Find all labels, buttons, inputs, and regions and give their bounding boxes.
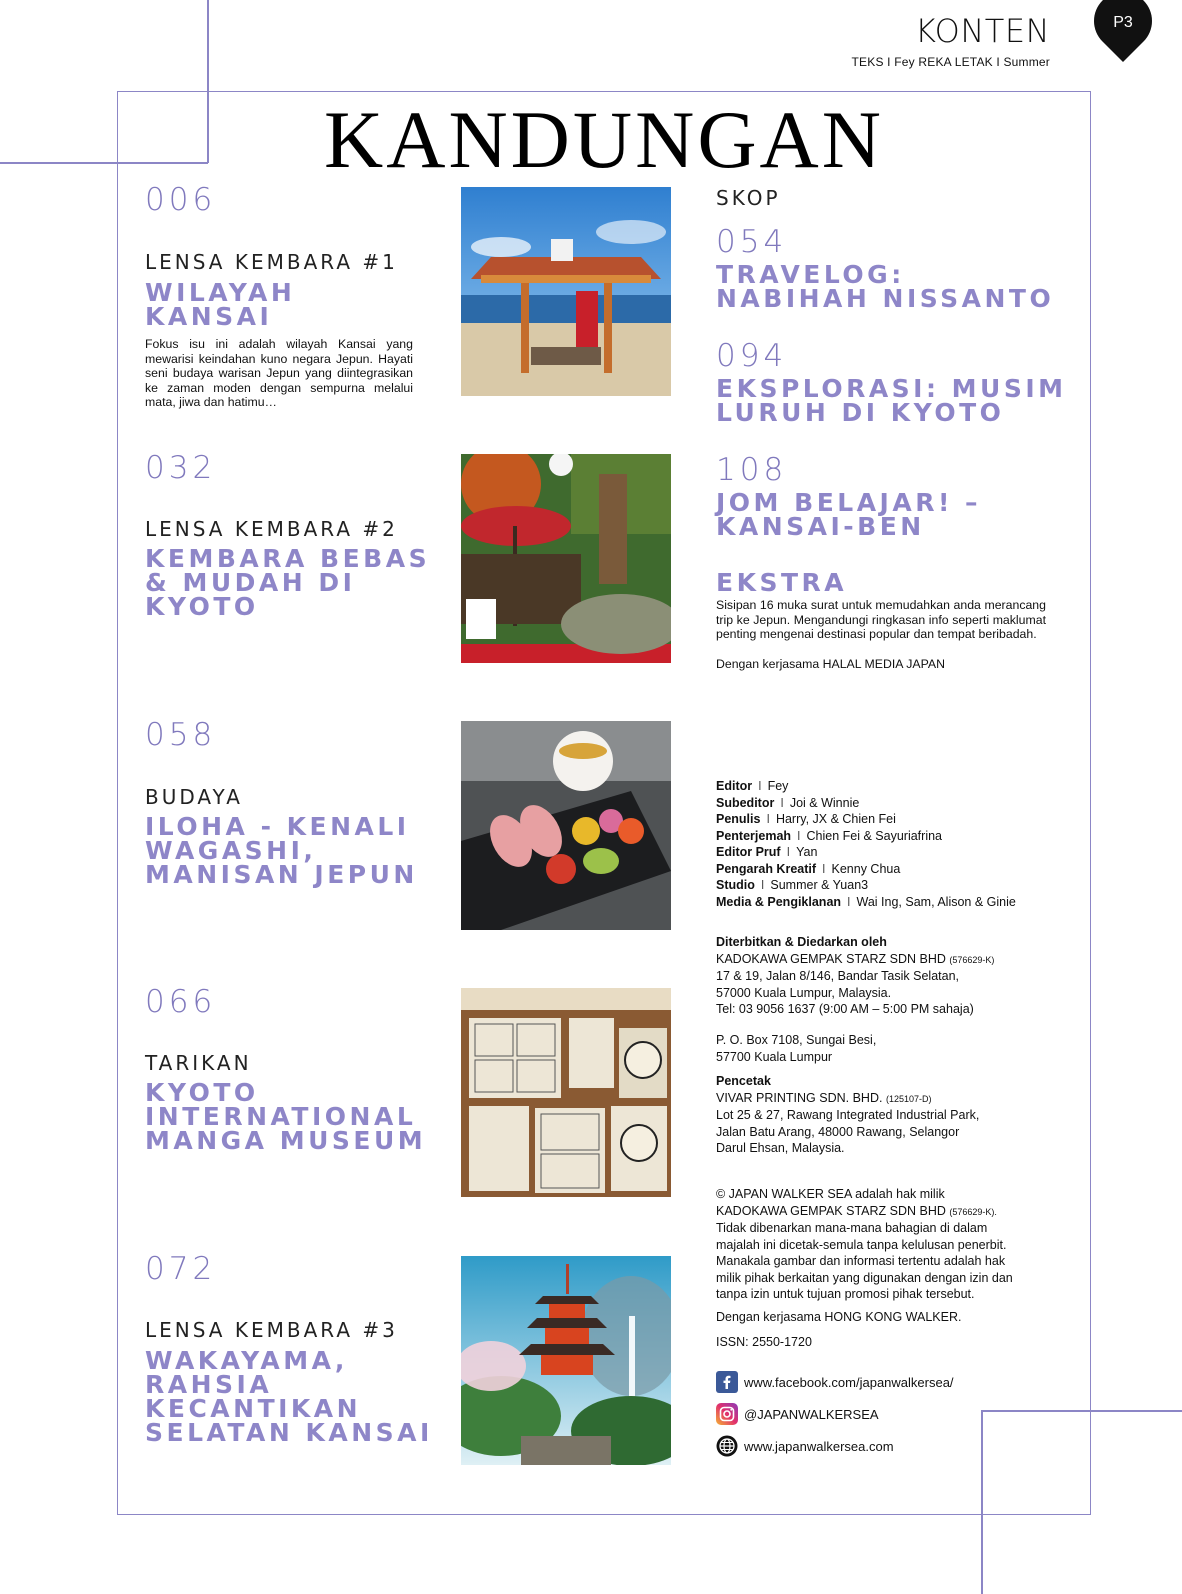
- skop-headline[interactable]: [716, 488, 982, 541]
- photo-pagoda: [461, 1256, 671, 1465]
- printer-address-line: Jalan Batu Arang, 48000 Rawang, Selangor: [716, 1124, 960, 1139]
- headline-line: KANSAI-BEN: [716, 512, 925, 541]
- section-number: 032: [145, 450, 217, 486]
- headline-line: JOM BELAJAR! –: [716, 488, 982, 517]
- section-number: 066: [145, 984, 217, 1020]
- section-headline[interactable]: [145, 278, 296, 331]
- ekstra-collab: Dengan kerjasama HALAL MEDIA JAPAN: [716, 657, 945, 671]
- credit-row: Editor I Fey: [716, 779, 789, 793]
- copyright-line: KADOKAWA GEMPAK STARZ SDN BHD (576629-K).: [716, 1203, 997, 1218]
- publisher-heading: Diterbitkan & Diedarkan oleh: [716, 935, 887, 949]
- headline-line: TRAVELOG:: [716, 260, 905, 289]
- copyright-line: tanpa izin untuk tujuan promosi pihak tersebut.: [716, 1287, 975, 1301]
- ekstra-description: Sisipan 16 muka surat untuk memudahkan anda merancang trip ke Jepun. Mengandungi ringkasan info seperti maklumat penting mengenai destinasi popular dan tempat beribadah.: [716, 598, 1046, 641]
- printer-info: [716, 1073, 979, 1157]
- section-title: KONTEN: [914, 12, 1050, 50]
- section-number: 006: [145, 182, 217, 218]
- skop-number: 054: [716, 224, 788, 260]
- headline-line: KECANTIKAN: [145, 1394, 362, 1423]
- section-headline[interactable]: [145, 812, 418, 889]
- publisher-address-line: 57000 Kuala Lumpur, Malaysia.: [716, 985, 892, 1000]
- section-category: TARIKAN: [145, 1051, 252, 1075]
- staff-credits: [716, 778, 1016, 910]
- hk-walker-collab: Dengan kerjasama HONG KONG WALKER.: [716, 1310, 962, 1324]
- photo-wagashi: [461, 721, 671, 930]
- page-title: KANDUNGAN: [324, 94, 884, 185]
- corner-line-horizontal-bottom: [981, 1410, 1182, 1412]
- credit-row: Pengarah Kreatif I Kenny Chua: [716, 861, 901, 876]
- headline-line: KANSAI: [145, 302, 273, 331]
- section-number: 072: [145, 1251, 217, 1287]
- skop-label: SKOP: [716, 186, 781, 210]
- headline-line: SELATAN KANSAI: [145, 1418, 433, 1447]
- headline-line: KEMBARA BEBAS: [145, 544, 431, 573]
- headline-line: KYOTO: [145, 1078, 259, 1107]
- po-box-line: 57700 Kuala Lumpur: [716, 1049, 833, 1064]
- copyright-line: Tidak dibenarkan mana-mana bahagian di dalam: [716, 1221, 988, 1235]
- instagram-handle: @JAPANWALKERSEA: [744, 1406, 879, 1422]
- po-box-line: P. O. Box 7108, Sungai Besi,: [716, 1033, 877, 1047]
- ekstra-title: EKSTRA: [716, 568, 848, 597]
- headline-line: WAKAYAMA,: [145, 1346, 348, 1375]
- credit-row: Penterjemah I Chien Fei & Sayuriafrina: [716, 828, 942, 843]
- section-description: Fokus isu ini adalah wilayah Kansai yang mewarisi keindahan kuno negara Jepun. Hayati seni budaya warisan Jepun yang diintegrasikan ke zaman moden dengan sempurna melalui mata, jiwa dan hatimu…: [145, 337, 413, 409]
- copyright-line: majalah ini dicetak-semula tanpa kelulusan penerbit.: [716, 1237, 1007, 1252]
- printer-heading: Pencetak: [716, 1074, 771, 1088]
- headline-line: ILOHA - KENALI: [145, 812, 410, 841]
- section-headline[interactable]: [145, 1346, 433, 1447]
- publisher-tel: Tel: 03 9056 1637 (9:00 AM – 5:00 PM sahaja): [716, 1002, 974, 1016]
- headline-line: KYOTO: [145, 592, 259, 621]
- page-number: P3: [1113, 14, 1133, 31]
- copyright-notice: [716, 1186, 1013, 1303]
- header-credits: TEKS I Fey REKA LETAK I Summer: [851, 55, 1050, 69]
- credit-row: Penulis I Harry, JX & Chien Fei: [716, 812, 896, 826]
- credit-row: Subeditor I Joi & Winnie: [716, 795, 860, 810]
- copyright-line: Manakala gambar dan informasi tertentu adalah hak: [716, 1254, 1006, 1268]
- skop-headline[interactable]: [716, 260, 1055, 313]
- section-category: LENSA KEMBARA #2: [145, 517, 398, 541]
- skop-number: 094: [716, 338, 788, 374]
- headline-line: MANISAN JEPUN: [145, 860, 418, 889]
- section-category: BUDAYA: [145, 785, 243, 809]
- headline-line: LURUH DI KYOTO: [716, 398, 1005, 427]
- facebook-url: www.facebook.com/japanwalkersea/: [744, 1374, 954, 1390]
- credit-row: Editor Pruf I Yan: [716, 845, 818, 859]
- publisher-address-line: 17 & 19, Jalan 8/146, Bandar Tasik Selatan,: [716, 969, 959, 983]
- headline-line: EKSPLORASI: MUSIM: [716, 374, 1067, 403]
- photo-manga-museum: [461, 988, 671, 1197]
- corner-line-vertical-bottom: [981, 1410, 983, 1594]
- skop-number: 108: [716, 452, 788, 488]
- headline-line: RAHSIA: [145, 1370, 273, 1399]
- globe-icon: [716, 1435, 738, 1457]
- publisher-company-line: KADOKAWA GEMPAK STARZ SDN BHD (576629-K): [716, 951, 995, 966]
- section-category: LENSA KEMBARA #3: [145, 1318, 398, 1342]
- photo-kyoto-umbrella: [461, 454, 671, 663]
- printer-address-line: Darul Ehsan, Malaysia.: [716, 1141, 845, 1155]
- printer-company-line: VIVAR PRINTING SDN. BHD. (125107-D): [716, 1090, 932, 1105]
- headline-line: & MUDAH DI: [145, 568, 356, 597]
- headline-line: WILAYAH: [145, 278, 296, 307]
- printer-address-line: Lot 25 & 27, Rawang Integrated Industrial Park,: [716, 1108, 980, 1122]
- publisher-info: [716, 934, 994, 1018]
- credit-row: Studio I Summer & Yuan3: [716, 878, 869, 892]
- issn: ISSN: 2550-1720: [716, 1335, 812, 1349]
- credit-row: Media & Pengiklanan I Wai Ing, Sam, Alison & Ginie: [716, 894, 1016, 909]
- headline-line: MANGA MUSEUM: [145, 1126, 427, 1155]
- headline-line: WAGASHI,: [145, 836, 317, 865]
- skop-headline[interactable]: [716, 374, 1067, 427]
- facebook-icon: [716, 1371, 738, 1393]
- section-headline[interactable]: [145, 544, 431, 621]
- facebook-link[interactable]: [716, 1370, 954, 1394]
- section-headline[interactable]: [145, 1078, 427, 1155]
- headline-line: NABIHAH NISSANTO: [716, 284, 1055, 313]
- section-number: 058: [145, 717, 217, 753]
- website-link[interactable]: [716, 1434, 894, 1458]
- copyright-line: © JAPAN WALKER SEA adalah hak milik: [716, 1187, 945, 1201]
- instagram-link[interactable]: [716, 1402, 879, 1426]
- po-box: [716, 1032, 876, 1065]
- photo-kansai-pavilion: [461, 187, 671, 396]
- instagram-icon: [716, 1403, 738, 1425]
- headline-line: INTERNATIONAL: [145, 1102, 417, 1131]
- copyright-line: milik pihak berkaitan yang digunakan dengan izin dan: [716, 1270, 1013, 1285]
- section-category: LENSA KEMBARA #1: [145, 250, 398, 274]
- website-url: www.japanwalkersea.com: [744, 1438, 894, 1454]
